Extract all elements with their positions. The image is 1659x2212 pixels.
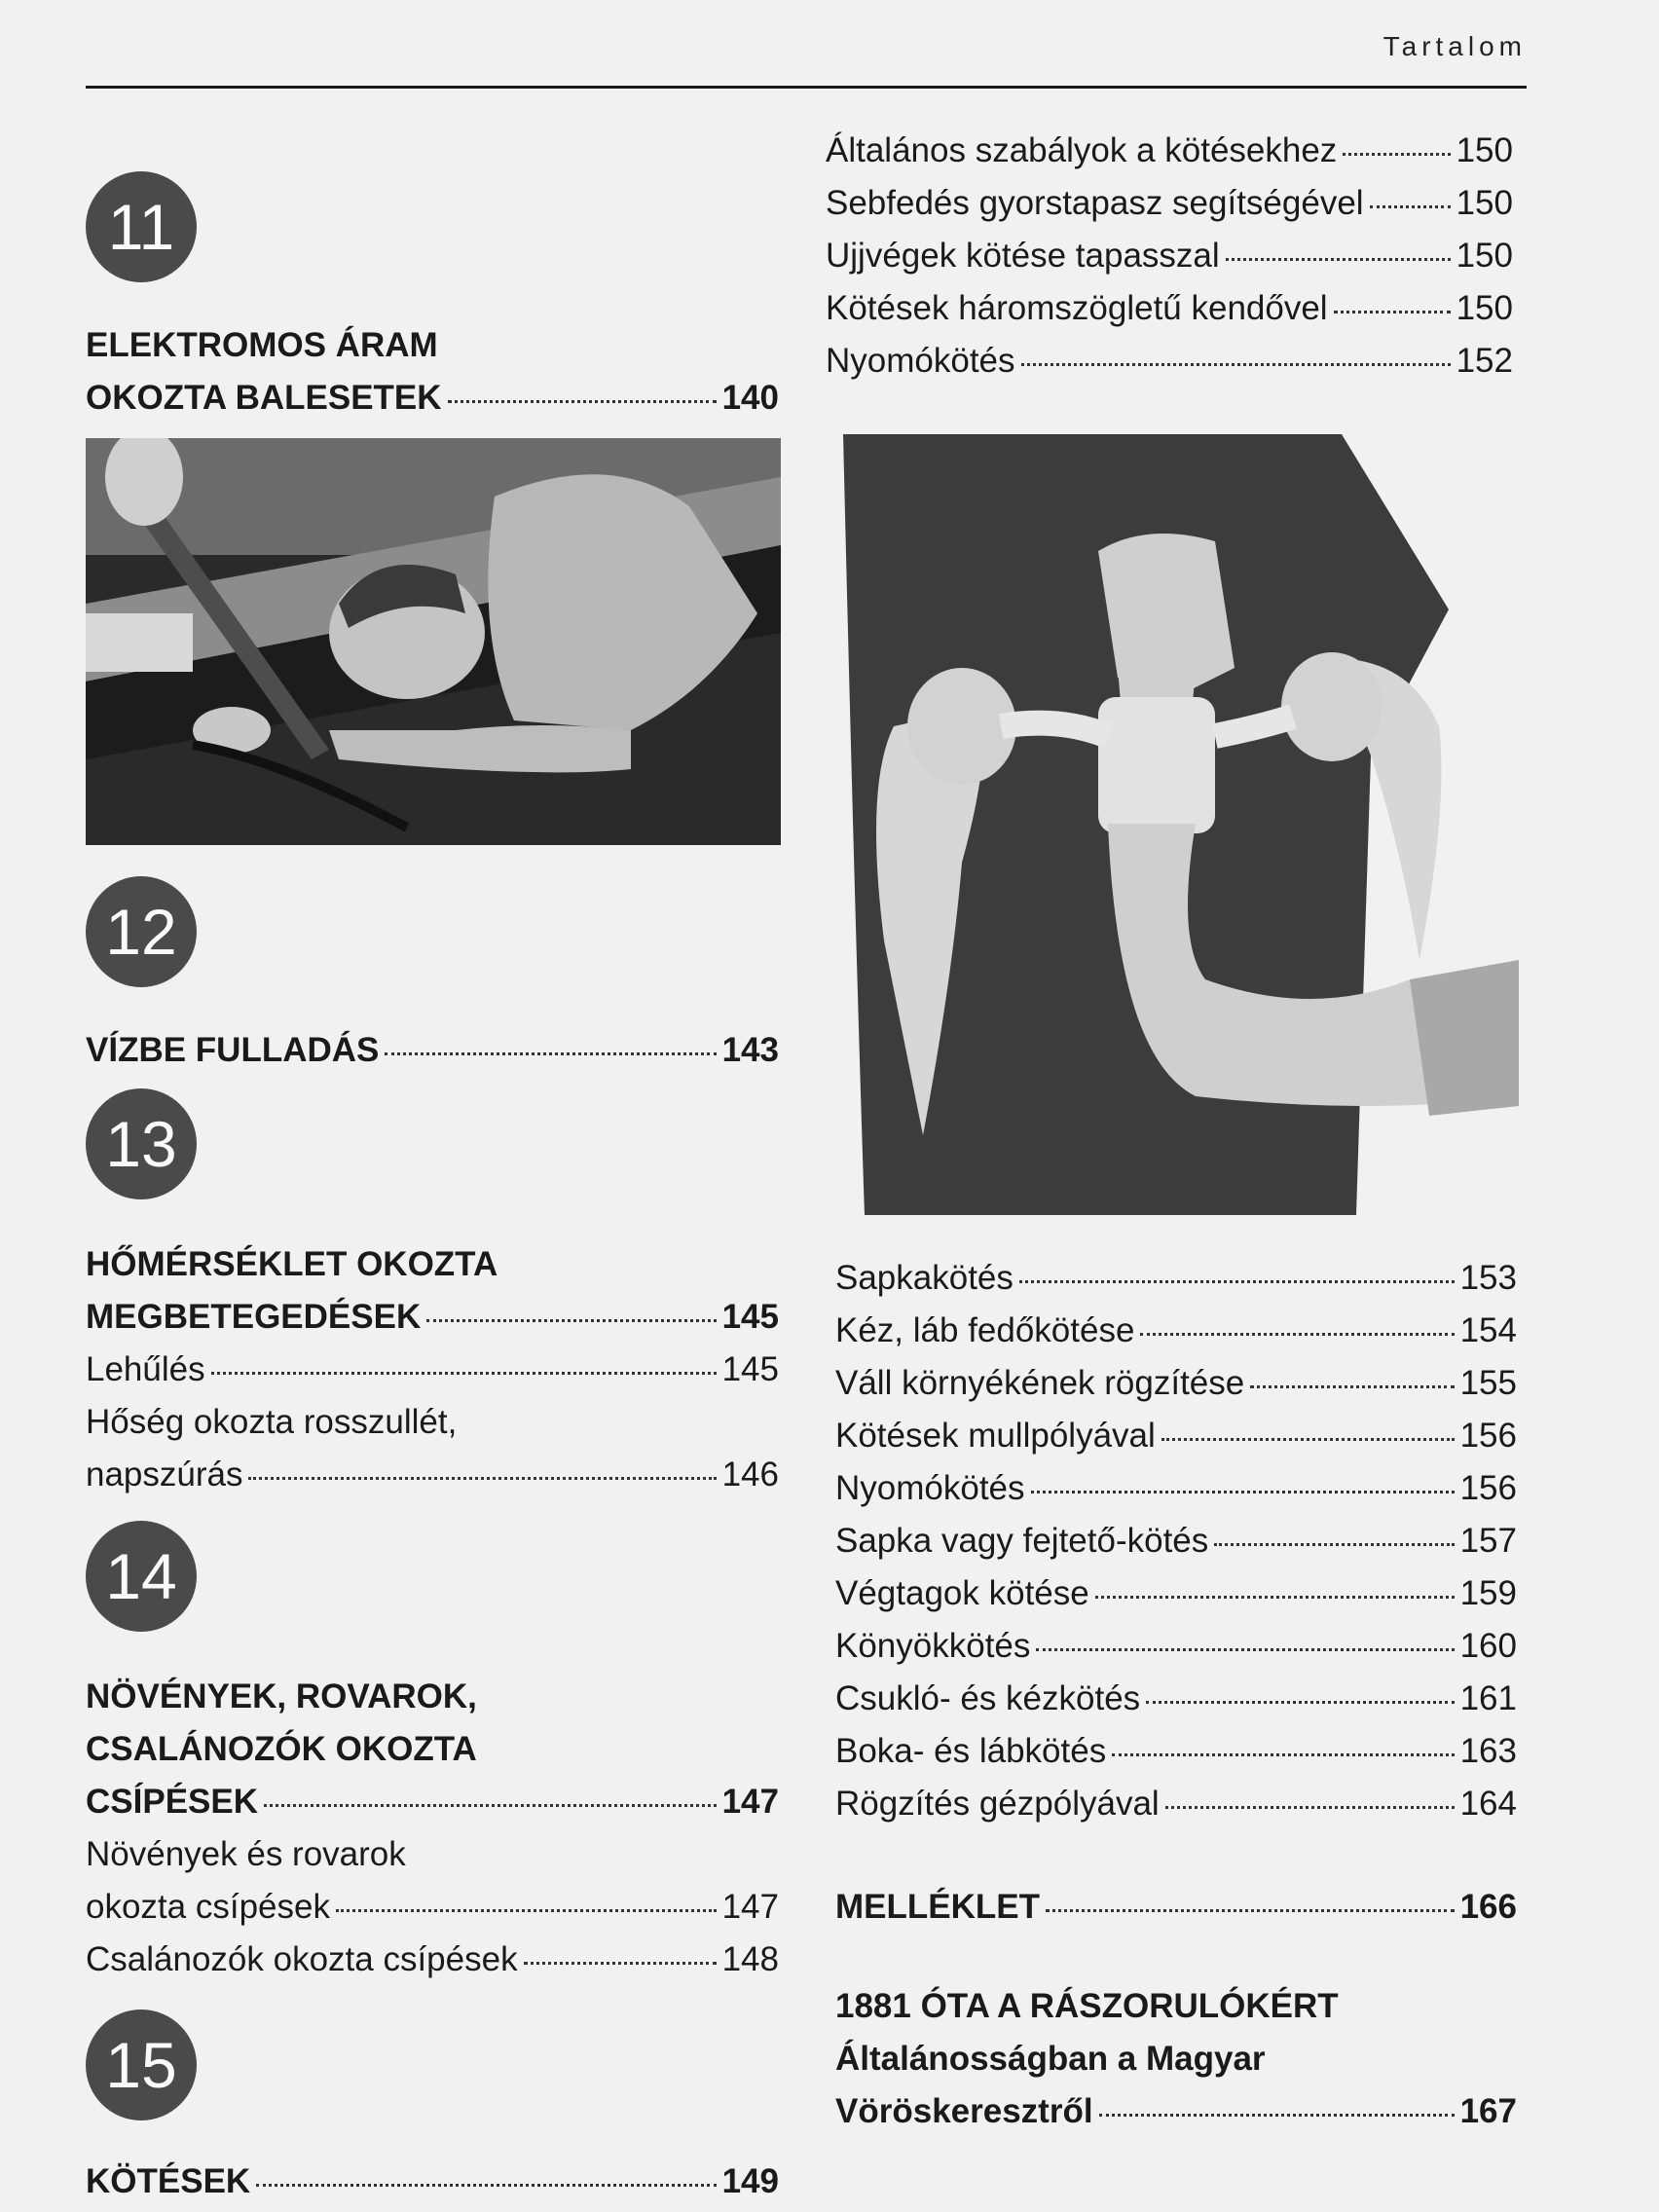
- entry-page: 164: [1459, 1785, 1517, 1823]
- dot-leader: [1250, 1385, 1454, 1388]
- dot-leader: [336, 1909, 717, 1912]
- right-column-top: [826, 125, 1513, 387]
- melleklet-title: MELLÉKLET: [835, 1888, 1040, 1926]
- toc-row-ch13[interactable]: [86, 1291, 779, 1344]
- entry-text: Nyomókötés: [826, 342, 1015, 380]
- dot-leader: [1095, 1596, 1455, 1599]
- chapter-badge-13: 13: [86, 1088, 197, 1199]
- final-title-line1: 1881 ÓTA A RÁSZORULÓKÉRT: [835, 1987, 1339, 2025]
- dot-leader: [1334, 311, 1451, 313]
- entry-page: 163: [1459, 1732, 1517, 1770]
- entry-page: 145: [721, 1350, 779, 1388]
- melleklet-page: 166: [1459, 1888, 1517, 1926]
- dot-leader: [1031, 1491, 1455, 1493]
- toc-row-ch11[interactable]: [86, 372, 779, 424]
- rescue-with-stick-photo: [86, 438, 781, 845]
- chapter-13-title-line2: MEGBETEGEDÉSEK: [86, 1298, 422, 1336]
- entry-page: 153: [1459, 1259, 1517, 1297]
- toc-row-novenyek[interactable]: [86, 1881, 779, 1934]
- wrist-bandage-photo: [826, 434, 1519, 1215]
- chapter-15-title: KÖTÉSEK: [86, 2162, 251, 2200]
- entry-text: Boka- és lábkötés: [835, 1732, 1107, 1770]
- dot-leader: [385, 1052, 716, 1055]
- entry-novenyek-line2: okozta csípések: [86, 1888, 330, 1926]
- entry-page: 156: [1459, 1417, 1517, 1455]
- entry-text: Általános szabályok a kötésekhez: [826, 131, 1338, 169]
- toc-row[interactable]: [835, 1515, 1517, 1567]
- chapter-11-page: 140: [721, 379, 779, 417]
- toc-row[interactable]: [835, 1410, 1517, 1462]
- dot-leader: [1214, 1543, 1454, 1546]
- toc-row-melleklet[interactable]: [835, 1881, 1517, 1934]
- entry-text: Rögzítés gézpólyával: [835, 1785, 1160, 1823]
- dot-leader: [1146, 1701, 1454, 1704]
- toc-row[interactable]: [835, 1462, 1517, 1515]
- chapter-badge-12: 12: [86, 876, 197, 987]
- entry-page: 147: [721, 1888, 779, 1926]
- entry-csalanozok: Csalánozók okozta csípések: [86, 1940, 518, 1978]
- entry-text: Kötések mullpólyával: [835, 1417, 1156, 1455]
- chapter-14-title-line2: CSALÁNOZÓK OKOZTA: [86, 1730, 477, 1768]
- entry-text: Csukló- és kézkötés: [835, 1679, 1141, 1717]
- dot-leader: [211, 1372, 717, 1375]
- toc-row[interactable]: [826, 282, 1513, 335]
- entry-text: Sapkakötés: [835, 1259, 1014, 1297]
- toc-row-napszuras[interactable]: [86, 1449, 779, 1501]
- dot-leader: [1226, 258, 1451, 261]
- entry-text: Sapka vagy fejtető-kötés: [835, 1522, 1209, 1560]
- toc-row-ch12[interactable]: [86, 1024, 779, 1077]
- dot-leader: [264, 1804, 717, 1807]
- dot-leader: [256, 2184, 716, 2187]
- running-header: Tartalom: [1382, 31, 1527, 61]
- toc-row[interactable]: [835, 1252, 1517, 1305]
- entry-text: Könyökkötés: [835, 1627, 1031, 1665]
- chapter-badge-14: 14: [86, 1521, 197, 1632]
- toc-row-final[interactable]: [835, 2085, 1517, 2138]
- toc-row[interactable]: [835, 1725, 1517, 1778]
- toc-row-lehules[interactable]: [86, 1344, 779, 1396]
- dot-leader: [448, 400, 717, 403]
- toc-row[interactable]: [826, 230, 1513, 282]
- toc-row[interactable]: [826, 125, 1513, 177]
- entry-page: 161: [1459, 1679, 1517, 1717]
- entry-page: 150: [1456, 131, 1513, 169]
- entry-page: 154: [1459, 1311, 1517, 1349]
- chapter-13-title-line1: HŐMÉRSÉKLET OKOZTA: [86, 1245, 498, 1283]
- entry-hoseg-line2: napszúrás: [86, 1456, 243, 1493]
- entry-page: 157: [1459, 1522, 1517, 1560]
- left-column-lower: [86, 876, 779, 2208]
- entry-page: 160: [1459, 1627, 1517, 1665]
- toc-row[interactable]: [835, 1567, 1517, 1620]
- dot-leader: [1036, 1648, 1454, 1651]
- entry-hoseg-line1: Hőség okozta rosszullét,: [86, 1403, 458, 1441]
- entry-text: Lehűlés: [86, 1350, 205, 1388]
- final-title-line2: Általánosságban a Magyar: [835, 2040, 1266, 2078]
- toc-row[interactable]: [835, 1305, 1517, 1357]
- chapter-11-title-line1: ELEKTROMOS ÁRAM: [86, 326, 438, 364]
- entry-text: Kéz, láb fedőkötése: [835, 1311, 1135, 1349]
- entry-novenyek-line1: Növények és rovarok: [86, 1835, 406, 1873]
- toc-row[interactable]: [826, 335, 1513, 387]
- entry-text: Sebfedés gyorstapasz segítségével: [826, 184, 1364, 222]
- toc-row-csalanozok[interactable]: [86, 1934, 779, 1986]
- toc-row-ch14[interactable]: [86, 1776, 779, 1828]
- chapter-14-title-line3: CSÍPÉSEK: [86, 1783, 258, 1821]
- chapter-12-title: VÍZBE FULLADÁS: [86, 1031, 380, 1069]
- entry-text: Ujjvégek kötése tapasszal: [826, 237, 1220, 275]
- final-page: 167: [1459, 2092, 1517, 2130]
- entry-text: Váll környékének rögzítése: [835, 1364, 1245, 1402]
- chapter-13-page: 145: [721, 1298, 779, 1336]
- chapter-12-page: 143: [721, 1031, 779, 1069]
- toc-row-ch15[interactable]: [86, 2156, 779, 2208]
- chapter-14-page: 147: [721, 1783, 779, 1821]
- entry-page: 146: [721, 1456, 779, 1493]
- entry-page: 156: [1459, 1469, 1517, 1507]
- dot-leader: [248, 1477, 716, 1480]
- entry-page: 150: [1456, 289, 1513, 327]
- chapter-15-page: 149: [721, 2162, 779, 2200]
- dot-leader: [1140, 1333, 1454, 1336]
- entry-page: 150: [1456, 237, 1513, 275]
- dot-leader: [1343, 153, 1450, 156]
- dot-leader: [1019, 1280, 1455, 1283]
- chapter-14-title-line1: NÖVÉNYEK, ROVAROK,: [86, 1677, 477, 1715]
- right-column-bottom: [835, 1252, 1517, 2138]
- entry-page: 155: [1459, 1364, 1517, 1402]
- toc-row[interactable]: [835, 1357, 1517, 1410]
- entry-page: 152: [1456, 342, 1513, 380]
- entry-page: 159: [1459, 1574, 1517, 1612]
- toc-row[interactable]: [835, 1778, 1517, 1830]
- toc-row[interactable]: [826, 177, 1513, 230]
- dot-leader: [1161, 1438, 1455, 1441]
- entry-text: Kötések háromszögletű kendővel: [826, 289, 1328, 327]
- entry-page: 150: [1456, 184, 1513, 222]
- header-rule: [86, 86, 1527, 89]
- chapter-badge-15: 15: [86, 2009, 197, 2120]
- dot-leader: [1165, 1806, 1455, 1809]
- dot-leader: [524, 1962, 717, 1965]
- dot-leader: [1099, 2114, 1455, 2117]
- toc-row[interactable]: [835, 1620, 1517, 1673]
- entry-page: 148: [721, 1940, 779, 1978]
- dot-leader: [1021, 363, 1451, 366]
- toc-row[interactable]: [835, 1673, 1517, 1725]
- chapter-badge-11: 11: [86, 171, 197, 282]
- chapter-11-title-line2: OKOZTA BALESETEK: [86, 379, 442, 417]
- entry-text: Nyomókötés: [835, 1469, 1025, 1507]
- dot-leader: [1112, 1753, 1454, 1756]
- final-title-line3: Vöröskeresztről: [835, 2092, 1093, 2130]
- dot-leader: [426, 1319, 716, 1322]
- dot-leader: [1046, 1909, 1455, 1912]
- dot-leader: [1370, 205, 1451, 208]
- entry-text: Végtagok kötése: [835, 1574, 1089, 1612]
- left-column: [86, 171, 779, 424]
